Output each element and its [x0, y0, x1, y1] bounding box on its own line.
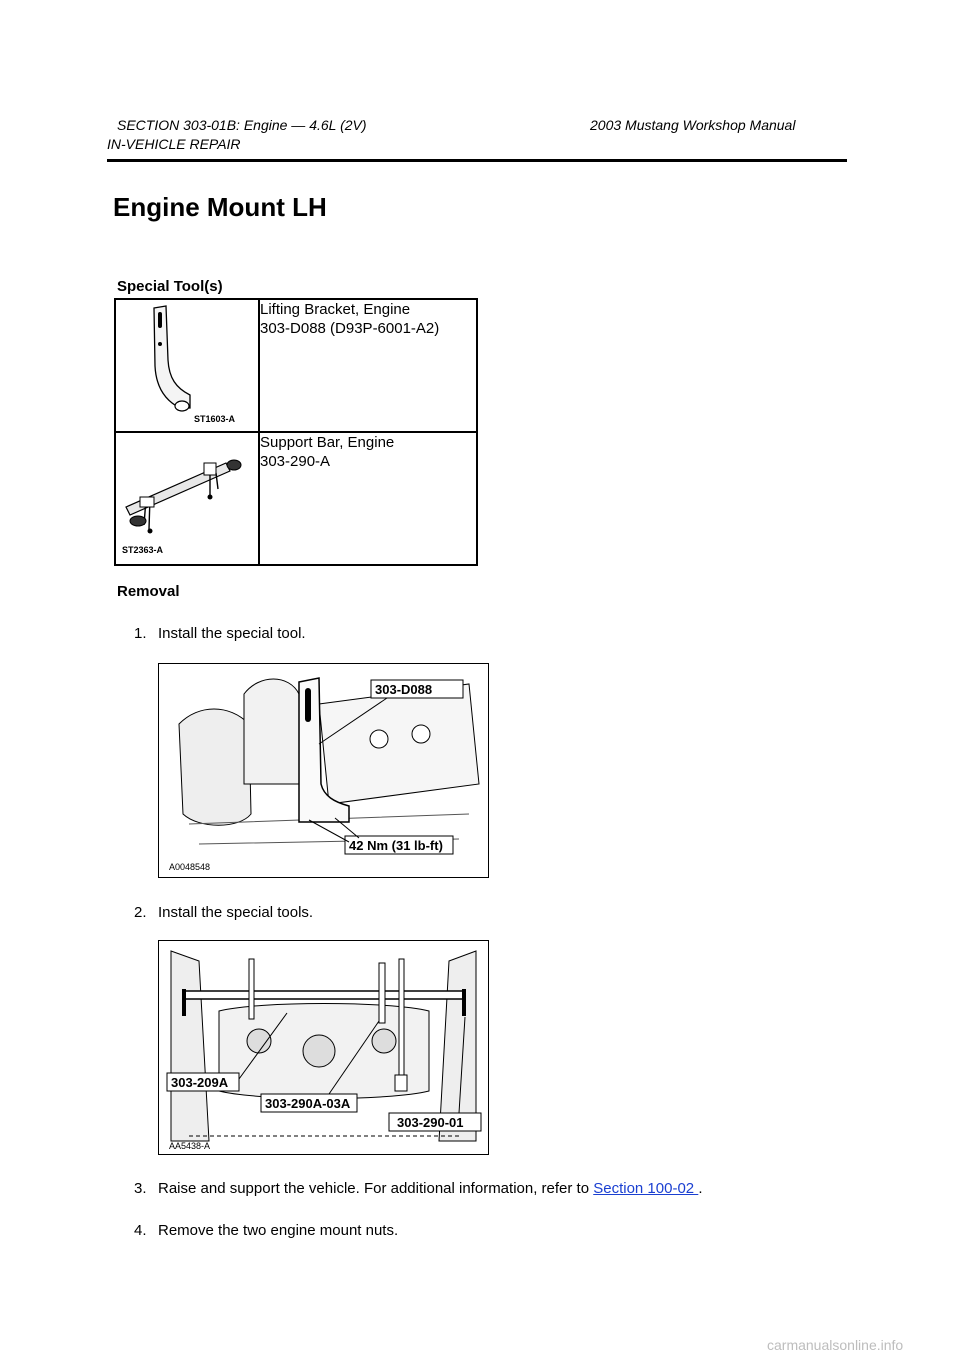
step-text-end: . [698, 1180, 703, 1197]
header-divider [107, 159, 847, 162]
callout-torque: 42 Nm (31 lb-ft) [349, 838, 443, 853]
tool-row [115, 299, 477, 432]
removal-heading: Removal [117, 583, 180, 600]
callout-303-d088: 303-D088 [375, 682, 433, 697]
tool-description-cell [259, 299, 477, 432]
step-1 [134, 625, 306, 642]
tool-number: 303-290-A [260, 453, 331, 470]
callout-303-290-01: 303-290-01 [397, 1115, 464, 1130]
step-3 [134, 1180, 702, 1197]
step-number: 1. [134, 625, 147, 642]
watermark: carmanualsonline.info [767, 1337, 904, 1353]
step-4 [134, 1222, 398, 1239]
step-number: 4. [134, 1222, 147, 1239]
header-manual-title: 2003 Mustang Workshop Manual [590, 117, 796, 133]
tool-image-cell [115, 299, 259, 432]
step-text: Remove the two engine mount nuts. [158, 1222, 399, 1239]
callout-303-290a-03a: 303-290A-03A [265, 1096, 351, 1111]
callout-303-209a: 303-209A [171, 1075, 229, 1090]
figure-install-lifting-bracket [158, 663, 489, 878]
step-number: 3. [134, 1180, 147, 1197]
header-section: SECTION 303-01B: Engine — 4.6L (2V) [117, 117, 367, 133]
tool-number: 303-D088 (D93P-6001-A2) [260, 320, 440, 337]
tool-row [115, 432, 477, 565]
page-title: Engine Mount LH [113, 192, 327, 222]
tool-fig-label: ST2363-A [122, 545, 164, 555]
section-100-02-link[interactable]: Section 100-02 [593, 1180, 699, 1197]
figure-label: A0048548 [169, 862, 211, 872]
lifting-bracket-illustration [116, 300, 258, 426]
special-tools-table [114, 298, 478, 566]
support-bar-illustration [116, 433, 258, 559]
tool-image-cell [115, 432, 259, 565]
special-tools-label: Special Tool(s) [117, 278, 223, 295]
step-text: Install the special tool. [158, 625, 306, 642]
step-text: Raise and support the vehicle. For additional information, refer to [158, 1180, 594, 1197]
header-subsection: IN-VEHICLE REPAIR [107, 136, 241, 152]
tool-fig-label: ST1603-A [194, 414, 236, 424]
engine-support-bar-illustration [159, 941, 488, 1154]
step-number: 2. [134, 904, 147, 921]
tool-description-cell [259, 432, 477, 565]
figure-install-support-bar [158, 940, 489, 1155]
tool-name: Support Bar, Engine [260, 434, 395, 451]
step-2 [134, 904, 313, 921]
step-text: Install the special tools. [158, 904, 314, 921]
figure-label: AA5438-A [169, 1141, 211, 1151]
tool-name: Lifting Bracket, Engine [260, 301, 411, 318]
engine-lifting-bracket-illustration [159, 664, 488, 877]
